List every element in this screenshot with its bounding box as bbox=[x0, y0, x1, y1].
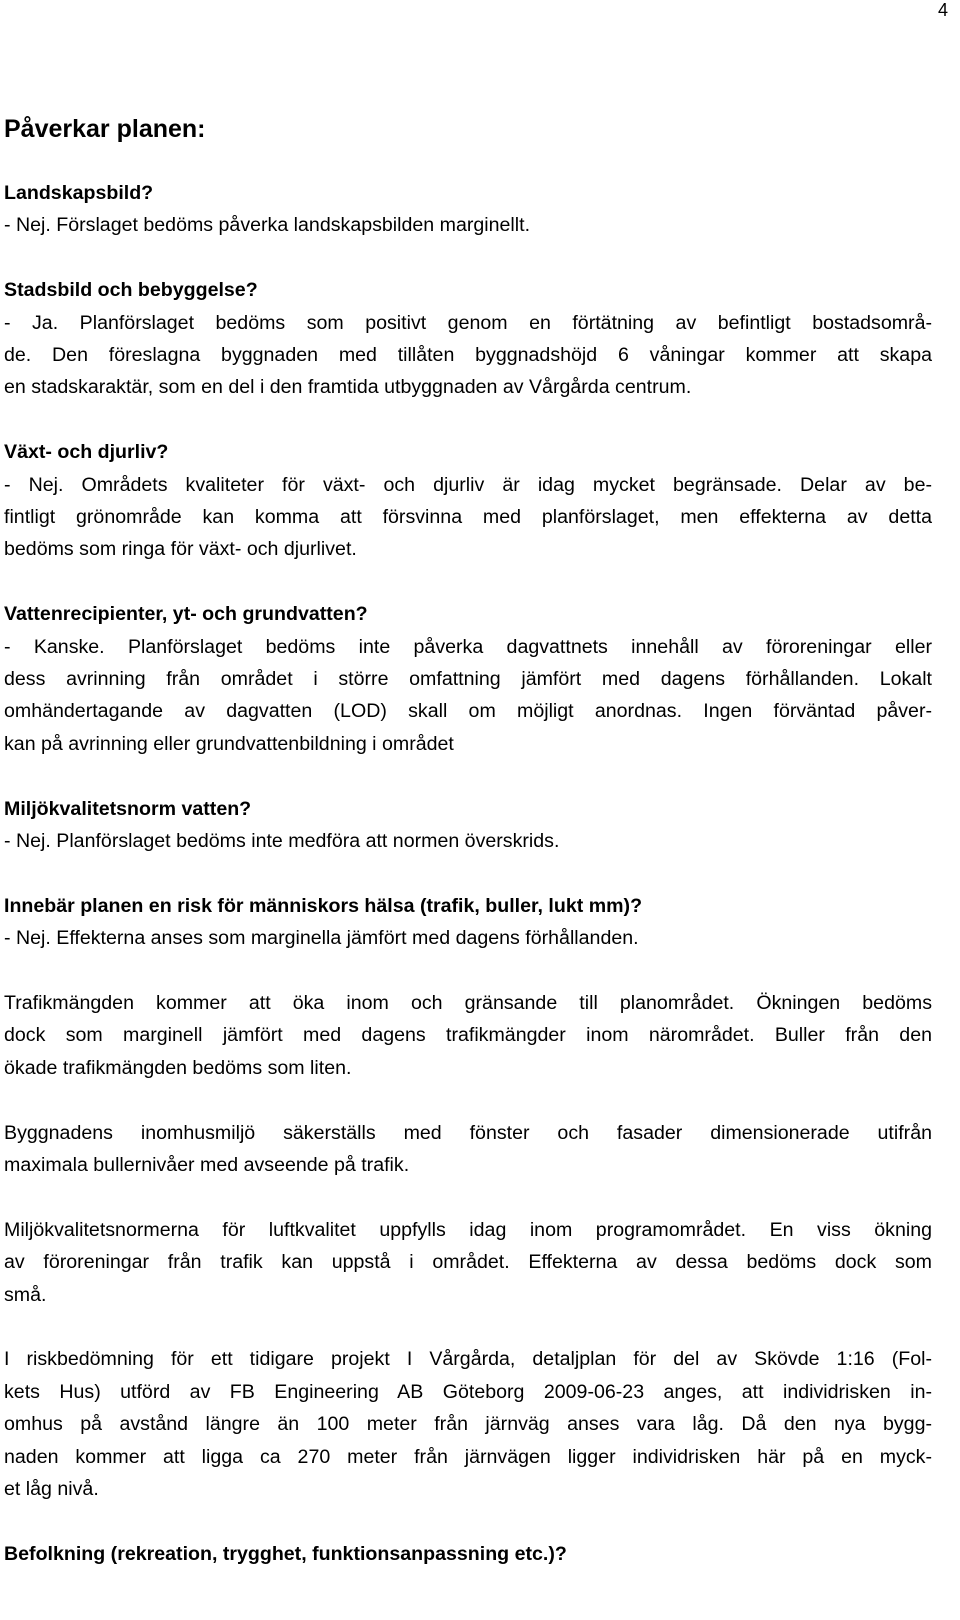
section-text-line: - Nej. Planförslaget bedöms inte medföra att normen överskrids. bbox=[4, 830, 560, 853]
section-text-line: bedöms som ringa för växt- och djurlivet. bbox=[4, 538, 357, 561]
paragraph-line: Byggnadens inomhusmiljö säkerställs med fönster och fasader dimensionerade utifrån bbox=[4, 1121, 932, 1144]
paragraph-line: Miljökvalitetsnormerna för luftkvalitet uppfylls idag inom programområdet. En viss ökning bbox=[4, 1218, 932, 1241]
section-landskapsbild bbox=[4, 177, 932, 242]
section-heading: Innebär planen en risk för människors hälsa (trafik, buller, lukt mm)? bbox=[4, 894, 643, 917]
paragraph-line: et låg nivå. bbox=[4, 1478, 99, 1501]
section-vaxt-djurliv bbox=[4, 436, 932, 566]
section-text-line: - Nej. Förslaget bedöms påverka landskapsbilden marginellt. bbox=[4, 214, 531, 237]
section-vattenrecipienter bbox=[4, 598, 932, 760]
section-heading-befolkning: Befolkning (rekreation, trygghet, funktionsanpassning etc.)? bbox=[4, 1542, 567, 1565]
section-heading: Miljökvalitetsnorm vatten? bbox=[4, 797, 252, 820]
section-heading: Växt- och djurliv? bbox=[4, 441, 169, 464]
document-body bbox=[4, 177, 932, 1570]
paragraph-trafik bbox=[4, 987, 932, 1084]
section-text-line: omhändertagande av dagvatten (LOD) skall om möjligt anordnas. Ingen förväntad påver- bbox=[4, 700, 932, 723]
section-text-line: en stadskaraktär, som en del i den framtida utbyggnaden av Vårgårda centrum. bbox=[4, 376, 692, 399]
paragraph-line: dock som marginell jämfört med dagens trafikmängder inom närområdet. Buller från den bbox=[4, 1024, 932, 1047]
section-text-line: - Kanske. Planförslaget bedöms inte påverka dagvattnets innehåll av föroreningar eller bbox=[4, 635, 932, 658]
section-text-line: fintligt grönområde kan komma att försvinna med planförslaget, men effekterna av detta bbox=[4, 506, 932, 529]
paragraph-line: I riskbedömning för ett tidigare projekt I Vårgårda, detaljplan för del av Skövde 1:16 (Fol- bbox=[4, 1348, 932, 1371]
paragraph-riskbedomning bbox=[4, 1343, 932, 1505]
paragraph-inomhusmiljo bbox=[4, 1117, 932, 1182]
section-text-line: dess avrinning från området i större omfattning jämfört med dagens förhållanden. Lokalt bbox=[4, 668, 932, 691]
paragraph-line: små. bbox=[4, 1283, 47, 1306]
page-title: Påverkar planen: bbox=[4, 115, 206, 143]
section-text-line: - Nej. Effekterna anses som marginella jämfört med dagens förhållanden. bbox=[4, 927, 639, 950]
paragraph-line: naden kommer att ligga ca 270 meter från järnvägen ligger individrisken här på en myck- bbox=[4, 1445, 932, 1468]
section-text-line: - Nej. Områdets kvaliteter för växt- och djurliv är idag mycket begränsade. Delar av be- bbox=[4, 473, 932, 496]
page-number: 4 bbox=[938, 0, 949, 20]
paragraph-line: Trafikmängden kommer att öka inom och gränsande till planområdet. Ökningen bedöms bbox=[4, 992, 932, 1015]
section-heading: Vattenrecipienter, yt- och grundvatten? bbox=[4, 603, 368, 626]
section-halsa bbox=[4, 890, 932, 955]
paragraph-line: kets Hus) utförd av FB Engineering AB Göteborg 2009-06-23 anges, att individrisken in- bbox=[4, 1380, 932, 1403]
section-text-line: - Ja. Planförslaget bedöms som positivt genom en förtätning av befintligt bostadsområ- bbox=[4, 311, 932, 334]
paragraph-line: av föroreningar från trafik kan uppstå i området. Effekterna av dessa bedöms dock som bbox=[4, 1251, 932, 1274]
section-miljokvalitetsnorm bbox=[4, 793, 932, 858]
paragraph-line: ökade trafikmängden bedöms som liten. bbox=[4, 1056, 352, 1079]
section-heading: Landskapsbild? bbox=[4, 182, 154, 204]
section-text-line: kan på avrinning eller grundvattenbildning i området bbox=[4, 732, 454, 755]
paragraph-line: maximala bullernivåer med avseende på trafik. bbox=[4, 1154, 410, 1177]
section-heading: Stadsbild och bebyggelse? bbox=[4, 279, 258, 302]
section-stadsbild bbox=[4, 274, 932, 404]
section-text-line: de. Den föreslagna byggnaden med tillåten byggnadshöjd 6 våningar kommer att skapa bbox=[4, 344, 932, 367]
paragraph-luftkvalitet bbox=[4, 1214, 932, 1311]
paragraph-line: omhus på avstånd längre än 100 meter från järnväg anses vara låg. Då den nya bygg- bbox=[4, 1413, 932, 1436]
